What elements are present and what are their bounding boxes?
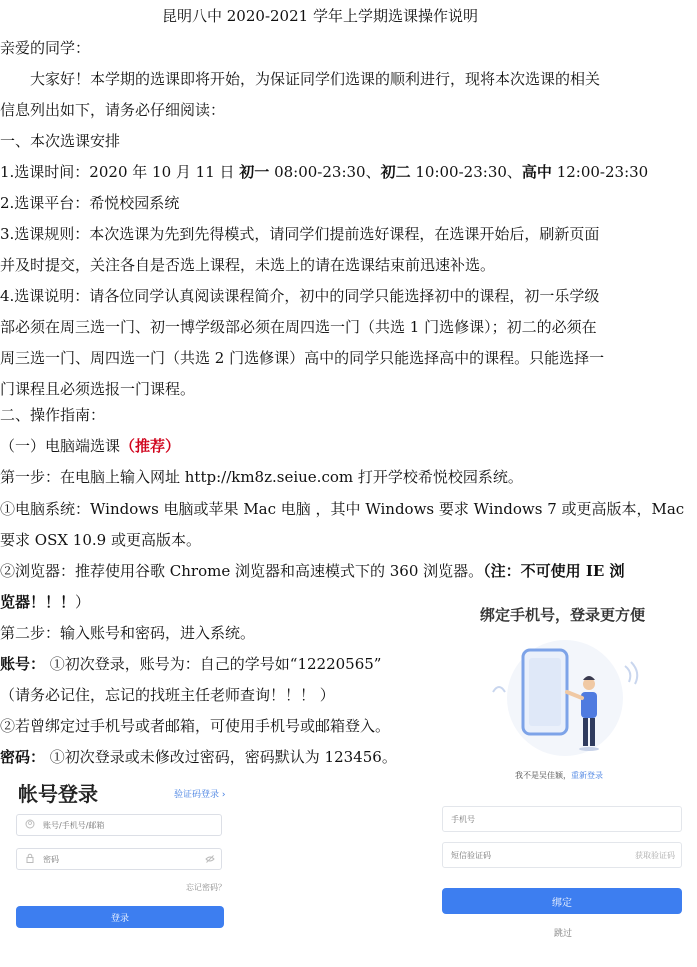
code-login-link[interactable]: 验证码登录 › bbox=[174, 790, 226, 800]
subsection-pc: （一）电脑端选课（推荐） bbox=[0, 437, 181, 455]
login-button[interactable]: 登录 bbox=[16, 906, 224, 928]
browser-requirement-line-1: ②浏览器：推荐使用谷歌 Chrome 浏览器和高速模式下的 360 浏览器。（注：不可使用 IE 浏 bbox=[0, 562, 625, 580]
section-heading-1: 一、本次选课安排 bbox=[0, 132, 121, 150]
step-1: 第一步：在电脑上输入网址 http://km8z.seiue.com 打开学校希悦校园系统。 bbox=[0, 468, 523, 486]
bind-phone-panel bbox=[440, 596, 690, 946]
browser-requirement-line-2: 览器！！！） bbox=[0, 593, 91, 611]
account-input[interactable] bbox=[43, 817, 193, 833]
account-login-panel bbox=[0, 772, 240, 942]
relogin-link[interactable]: 重新登录 bbox=[571, 771, 603, 780]
item-3-rules-line-1: 3.选课规则：本次选课为先到先得模式，请同学们提前选好课程，在选课开始后，刷新页面 bbox=[0, 225, 600, 243]
forgot-password-link[interactable]: 忘记密码？ bbox=[186, 883, 226, 892]
section-heading-2: 二、操作指南： bbox=[0, 406, 106, 424]
password-info: 密码： ①初次登录或未修改过密码，密码默认为 123456。 bbox=[0, 748, 397, 766]
intro-line-2: 信息列出如下，请务必仔细阅读： bbox=[0, 101, 226, 119]
phone-person-illustration bbox=[485, 636, 645, 766]
password-field[interactable] bbox=[16, 848, 222, 870]
sms-code-input[interactable] bbox=[451, 848, 601, 862]
user-icon bbox=[25, 819, 35, 829]
intro-line-1: 大家好！本学期的选课即将开始，为保证同学们选课的顺利进行，现将本次选课的相关 bbox=[30, 70, 601, 88]
login-title: 帐号登录 bbox=[18, 782, 98, 806]
item-1-schedule: 1.选课时间：2020 年 10 月 11 日 初一 08:00-23:30、初二 10:00-23:30、高中 12:00-23:30 bbox=[0, 163, 649, 181]
account-info: 账号： ①初次登录，账号为：自己的学号如“12220565” bbox=[0, 655, 382, 673]
skip-link[interactable]: 跳过 bbox=[554, 929, 573, 939]
sms-code-field[interactable] bbox=[442, 842, 682, 868]
greeting: 亲爱的同学： bbox=[0, 39, 91, 57]
item-4-notes-line-4: 门课程且必须选报一门课程。 bbox=[0, 380, 196, 398]
lock-icon bbox=[25, 853, 35, 863]
password-input[interactable] bbox=[43, 851, 193, 867]
get-code-button[interactable]: 获取验证码 bbox=[635, 851, 675, 860]
item-3-rules-line-2: 并及时提交，关注各自是否选上课程，未选上的请在选课结束前迅速补选。 bbox=[0, 256, 496, 274]
phone-input[interactable] bbox=[451, 812, 601, 826]
account-field[interactable] bbox=[16, 814, 222, 836]
step-2: 第二步：输入账号和密码，进入系统。 bbox=[0, 624, 256, 642]
page-title: 昆明八中 2020-2021 学年上学期选课操作说明 bbox=[162, 7, 478, 25]
item-4-notes-line-1: 4.选课说明：请各位同学认真阅读课程简介，初中的同学只能选择初中的课程，初一乐学级 bbox=[0, 287, 600, 305]
not-me-note: 我不是吴佳颖，重新登录 bbox=[515, 771, 603, 780]
item-4-notes-line-3: 周三选一门、周四选一门（共选 2 门选修课）高中的同学只能选择高中的课程。只能选择一 bbox=[0, 349, 605, 367]
bound-login-note: ②若曾绑定过手机号或者邮箱，可使用手机号或邮箱登入。 bbox=[0, 717, 391, 735]
system-requirement-line-1: ①电脑系统：Windows 电脑或苹果 Mac 电脑 ，其中 Windows 要求 Windows 7 或更高版本，Mac bbox=[0, 500, 685, 518]
remember-note: （请务必记住，忘记的找班主任老师查询！！！ ） bbox=[0, 686, 335, 704]
phone-field[interactable] bbox=[442, 806, 682, 832]
system-requirement-line-2: 要求 OSX 10.9 或更高版本。 bbox=[0, 531, 201, 549]
bind-button[interactable]: 绑定 bbox=[442, 888, 682, 914]
hide-password-icon[interactable] bbox=[205, 854, 215, 864]
bind-phone-title: 绑定手机号，登录更方便 bbox=[480, 606, 646, 624]
item-2-platform: 2.选课平台：希悦校园系统 bbox=[0, 194, 180, 212]
item-4-notes-line-2: 部必须在周三选一门、初一博学级部必须在周四选一门（共选 1 门选修课）；初二的必须在 bbox=[0, 318, 597, 336]
